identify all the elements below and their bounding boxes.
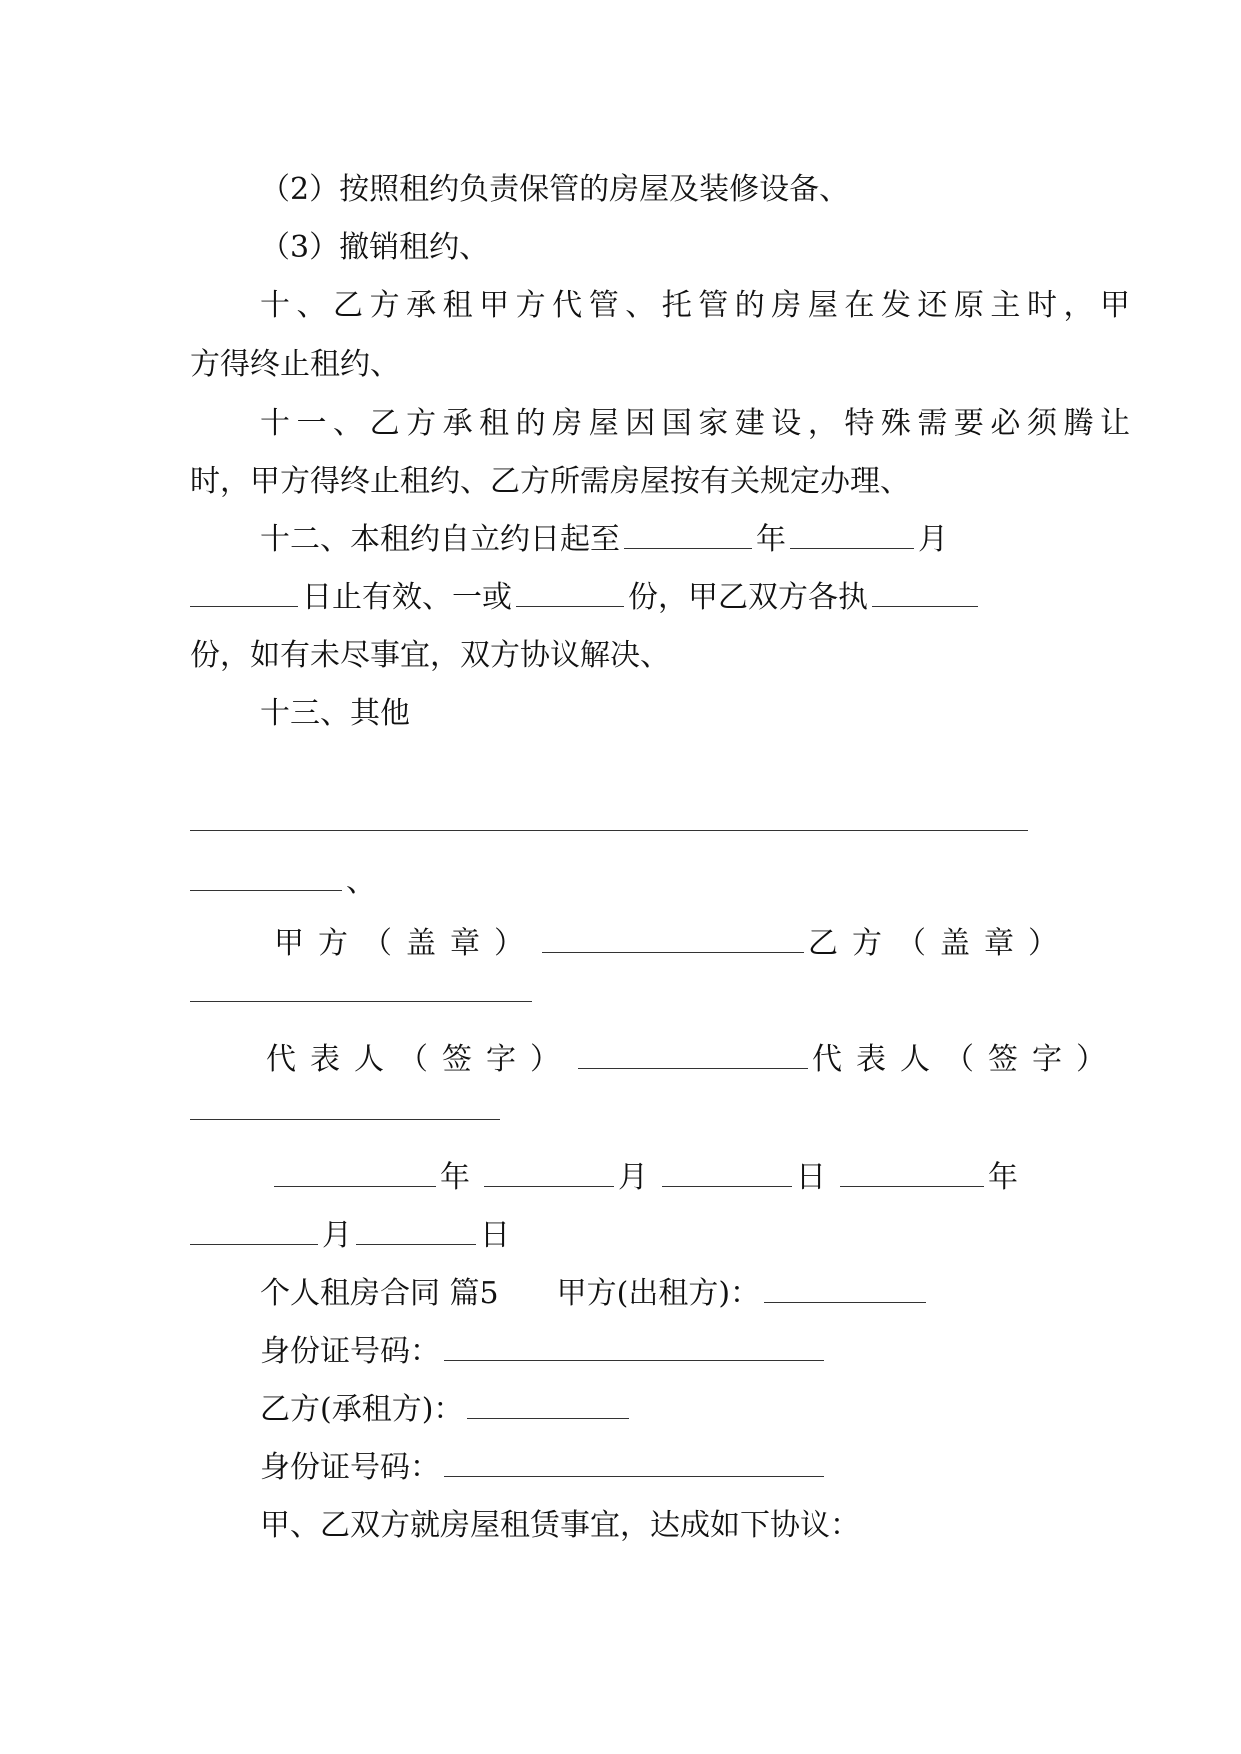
other-terms-end-line [190,862,1060,902]
other-terms-blank-line [190,830,1028,831]
clause-text: 十一、乙方承租的房屋因国家建设，特殊需要必须腾让 [260,406,1130,441]
year-blank [624,522,752,549]
clause-text: 份，如有未尽事宜，双方协议解决、 [190,638,670,673]
month-label-b: 月 [322,1218,352,1253]
clause-item-2 [190,170,1130,210]
party-a-id-line [190,1332,1130,1372]
party-b-seal-blank [190,1001,532,1002]
clause-text: （3）撤销租约、 [260,230,490,265]
month-blank-b [190,1218,318,1245]
clause-text: （2）按照租约负责保管的房屋及装修设备、 [260,172,850,207]
day-blank-b [356,1218,476,1245]
day-blank [190,580,298,607]
date-line-2 [190,1216,1060,1256]
party-b-line [190,1390,1130,1430]
representative-line [190,1040,1136,1080]
contract-title: 个人租房合同 篇5 [260,1276,499,1311]
party-a-signature-blank [578,1042,808,1069]
party-a-seal-label: 甲方（盖章） [274,926,538,961]
year-blank-b [840,1160,984,1187]
party-b-lessee-label: 乙方(承租方)： [260,1392,464,1427]
clause-text: 时，甲方得终止租约、乙方所需房屋按有关规定办理、 [190,464,910,499]
clause-13 [190,694,1130,734]
copies-blank [516,580,624,607]
party-a-seal-blank [542,926,804,953]
party-a-lessor-blank [764,1276,926,1303]
clause-11-line-1 [190,404,1130,444]
year-label: 年 [756,522,786,557]
party-b-representative-label: 代表人（签字） [812,1042,1120,1077]
month-blank [790,522,914,549]
party-a-id-blank [444,1334,824,1361]
party-b-seal-label: 乙方（盖章） [808,926,1072,961]
id-number-label: 身份证号码： [260,1334,440,1369]
party-a-lessor-label: 甲方(出租方)： [556,1276,761,1311]
party-b-signature-blank [190,1119,500,1120]
copies-each-blank [872,580,978,607]
date-line-1 [190,1158,1140,1198]
clause-text: 日止有效、一或 [302,580,512,615]
party-b-id-line [190,1448,1130,1488]
year-blank-a [274,1160,436,1187]
seal-line [190,924,1144,964]
year-label-a: 年 [440,1160,470,1195]
clause-text: 十三、其他 [260,696,410,731]
month-blank-a [484,1160,614,1187]
clause-text: 方得终止租约、 [190,347,400,382]
punctuation: 、 [346,864,376,899]
month-label: 月 [918,522,948,557]
clause-12-line-2 [190,578,1060,618]
clause-12-line-1 [190,520,1130,560]
agreement-text: 甲、乙双方就房屋租赁事宜，达成如下协议： [260,1508,860,1543]
day-blank-a [662,1160,792,1187]
party-b-id-blank [444,1450,824,1477]
clause-text: 十二、本租约自立约日起至 [260,522,620,557]
id-number-label: 身份证号码： [260,1450,440,1485]
day-label-a: 日 [796,1160,826,1195]
clause-text: 份，甲乙双方各执 [628,580,868,615]
clause-text: 十、乙方承租甲方代管、托管的房屋在发还原主时，甲 [260,288,1130,323]
contract-5-header [190,1274,1130,1314]
clause-10-line-2 [190,345,1060,385]
other-terms-blank [190,864,342,891]
party-b-lessee-blank [467,1392,629,1419]
day-label-b: 日 [480,1218,510,1253]
year-label-b: 年 [988,1160,1018,1195]
clause-item-3 [190,228,1130,268]
clause-10-line-1 [190,286,1130,326]
clause-11-line-2 [190,462,1060,502]
party-a-representative-label: 代表人（签字） [266,1042,574,1077]
clause-12-line-3 [190,636,1060,676]
agreement-intro [190,1506,1130,1546]
month-label-a: 月 [618,1160,648,1195]
